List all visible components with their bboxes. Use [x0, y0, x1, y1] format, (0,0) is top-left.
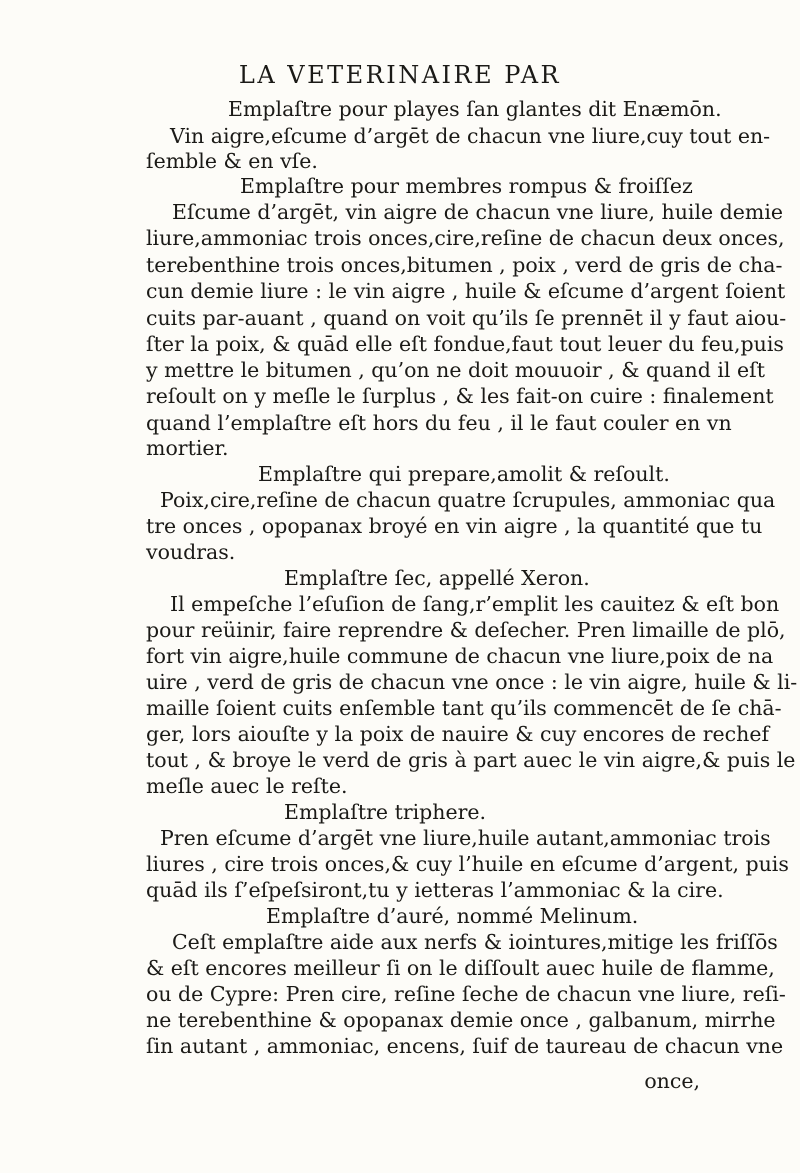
text-line: Poix,cire,reſine de chacun quatre ſcrupules, ammoniac qua — [160, 488, 776, 512]
text-line: Eſcume d’argēt, vin aigre de chacun vne liure, huile demie — [172, 200, 784, 224]
text-line: ger, lors aiouſte y la poix de nauire & cuy encores de rechef — [146, 722, 770, 746]
text-line: liure,ammoniac trois onces,cire,reſine de chacun deux onces, — [146, 226, 785, 250]
text-line: tre onces , opopanax broyé en vin aigre , la quantité que tu — [146, 514, 763, 538]
text-line: terebenthine trois onces,bitumen , poix , verd de gris de cha- — [146, 253, 783, 277]
text-line: Pren eſcume d’argēt vne liure,huile autant,ammoniac trois — [160, 826, 771, 850]
text-line: quād ils ſ’eſpeſsiront,tu y ietteras l’ammoniac & la cire. — [146, 878, 724, 902]
heading-emplastre-membres-rompus: Emplaſtre pour membres rompus & froiſſez — [240, 174, 693, 198]
text-line: ſemble & en vſe. — [146, 149, 318, 173]
text-line: uire , verd de gris de chacun vne once : le vin aigre, huile & li- — [146, 670, 798, 694]
text-line: y mettre le bitumen , qu’on ne doit mouuoir , & quand il eſt — [146, 358, 765, 382]
heading-emplastre-triphere: Emplaſtre triphere. — [284, 800, 487, 824]
text-line: voudras. — [146, 540, 236, 564]
text-line: mortier. — [146, 436, 229, 460]
text-line: maille ſoient cuits enſemble tant qu’ils commencēt de ſe chā- — [146, 696, 782, 720]
text-line: reſoult on y meſle le ſurplus , & les fait-on cuire : finalement — [146, 384, 774, 408]
text-line: Ceſt emplaſtre aide aux nerfs & iointures,mitige les friſſōs — [172, 930, 778, 954]
text-line: meſle auec le reſte. — [146, 774, 348, 798]
running-head: LA VETERINAIRE PAR — [238, 61, 562, 89]
text-line: cun demie liure : le vin aigre , huile & eſcume d’argent ſoient — [146, 279, 786, 303]
text-line: ſin autant , ammoniac, encens, ſuif de taureau de chacun vne — [146, 1034, 784, 1058]
heading-emplastre-xeron: Emplaſtre ſec, appellé Xeron. — [284, 566, 590, 590]
heading-emplastre-playes: Emplaſtre pour playes ſan glantes dit Enæmōn. — [228, 97, 722, 121]
catchword: once, — [644, 1069, 700, 1093]
text-line: quand l’emplaſtre eſt hors du feu , il le faut couler en vn — [146, 411, 732, 435]
text-line: ou de Cypre: Pren cire, reſine ſeche de chacun vne liure, reſi- — [146, 982, 786, 1006]
heading-emplastre-melinum: Emplaſtre d’auré, nommé Melinum. — [266, 904, 639, 928]
text-line: tout , & broye le verd de gris à part auec le vin aigre,& puis le — [146, 748, 796, 772]
text-line: Vin aigre,eſcume d’argēt de chacun vne liure,cuy tout en- — [170, 124, 771, 148]
text-line: liures , cire trois onces,& cuy l’huile en eſcume d’argent, puis — [146, 852, 789, 876]
heading-emplastre-prepare: Emplaſtre qui prepare,amolit & reſoult. — [258, 462, 670, 486]
text-line: cuits par-auant , quand on voit qu’ils ſe prennēt il y faut aiou- — [146, 306, 787, 330]
text-line: pour reüinir, faire reprendre & deſecher. Pren limaille de plō, — [146, 618, 786, 642]
text-line: & eſt encores meilleur ſi on le diſſoult auec huile de flamme, — [146, 956, 775, 980]
text-line: ne terebenthine & opopanax demie once , galbanum, mirrhe — [146, 1008, 776, 1032]
text-line: fort vin aigre,huile commune de chacun vne liure,poix de na — [146, 644, 774, 668]
text-line: ſter la poix, & quād elle eſt fondue,faut tout leuer du feu,puis — [146, 332, 784, 356]
text-line: Il empeſche l’eſuſion de ſang,r’emplit les cauitez & eſt bon — [170, 592, 780, 616]
